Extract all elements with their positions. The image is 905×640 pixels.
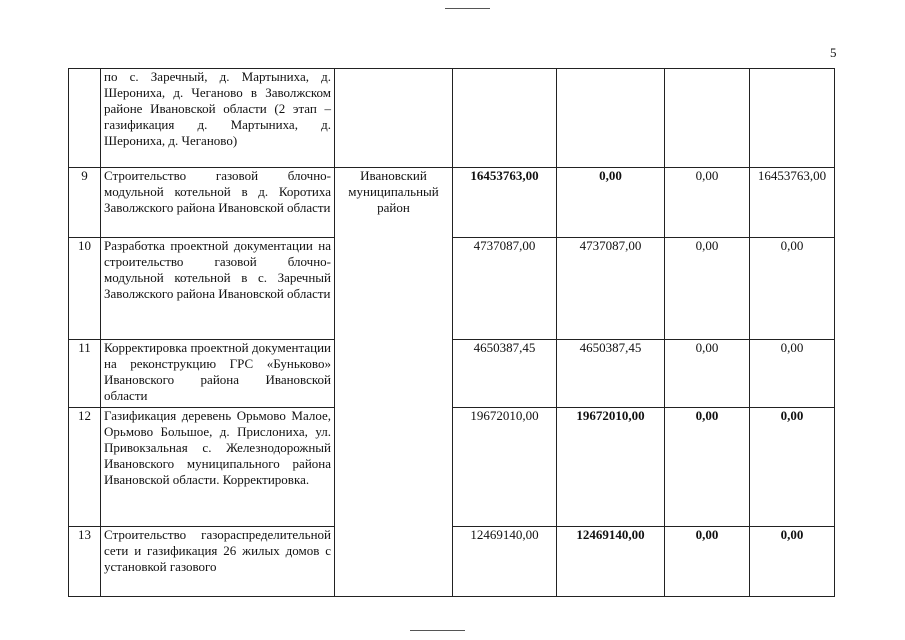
row-value-2: 19672010,00: [557, 408, 665, 527]
row-description: по с. Заречный, д. Мартыниха, д. Шерониха, д. Чеганово в Заволжском районе Ивановской области (2 этап – газификация д. Мартыниха, д. Шерониха, д. Чеганово): [101, 69, 335, 168]
row-value-3: [665, 69, 750, 168]
row-description: Строительство газовой блочно-модульной котельной в д. Коротиха Заволжского района Ивановской области: [101, 168, 335, 238]
row-value-2: [557, 69, 665, 168]
row-description: Строительство газораспределительной сети и газификация 26 жилых домов с установкой газового: [101, 527, 335, 597]
row-total: 16453763,00: [453, 168, 557, 238]
row-number: [69, 69, 101, 168]
funding-table: [68, 68, 835, 597]
table-row: [69, 168, 835, 238]
row-value-4: 0,00: [750, 527, 835, 597]
table-row: [69, 69, 835, 168]
row-total: 12469140,00: [453, 527, 557, 597]
row-description: Корректировка проектной документации на реконструкцию ГРС «Буньково» Ивановского района Ивановской области: [101, 340, 335, 408]
row-value-2: 4737087,00: [557, 238, 665, 340]
row-description: Разработка проектной документации на строительство газовой блочно-модульной котельной в с. Заречный Заволжского района Ивановской области: [101, 238, 335, 340]
executor-cell: Ивановский муниципальный район: [335, 168, 453, 597]
row-value-3: 0,00: [665, 238, 750, 340]
row-value-2: 4650387,45: [557, 340, 665, 408]
row-value-4: 16453763,00: [750, 168, 835, 238]
row-value-4: 0,00: [750, 408, 835, 527]
row-total: 4650387,45: [453, 340, 557, 408]
scan-mark-top: [445, 8, 490, 9]
executor-cell-upper: [335, 69, 453, 168]
row-value-4: 0,00: [750, 238, 835, 340]
row-value-2: 0,00: [557, 168, 665, 238]
page-number: 5: [830, 45, 837, 60]
row-number: 13: [69, 527, 101, 597]
row-value-4: 0,00: [750, 340, 835, 408]
row-number: 9: [69, 168, 101, 238]
row-number: 12: [69, 408, 101, 527]
row-number: 10: [69, 238, 101, 340]
row-value-3: 0,00: [665, 340, 750, 408]
row-value-3: 0,00: [665, 168, 750, 238]
row-value-4: [750, 69, 835, 168]
row-total: 4737087,00: [453, 238, 557, 340]
row-number: 11: [69, 340, 101, 408]
row-total: [453, 69, 557, 168]
scan-mark-bottom: [410, 630, 465, 631]
row-value-3: 0,00: [665, 408, 750, 527]
row-value-3: 0,00: [665, 527, 750, 597]
row-description: Газификация деревень Орьмово Малое, Орьмово Большое, д. Прислониха, ул. Привокзальная с. Железнодорожный Ивановского муниципального района Ивановской области. Корректировка.: [101, 408, 335, 527]
row-value-2: 12469140,00: [557, 527, 665, 597]
row-total: 19672010,00: [453, 408, 557, 527]
